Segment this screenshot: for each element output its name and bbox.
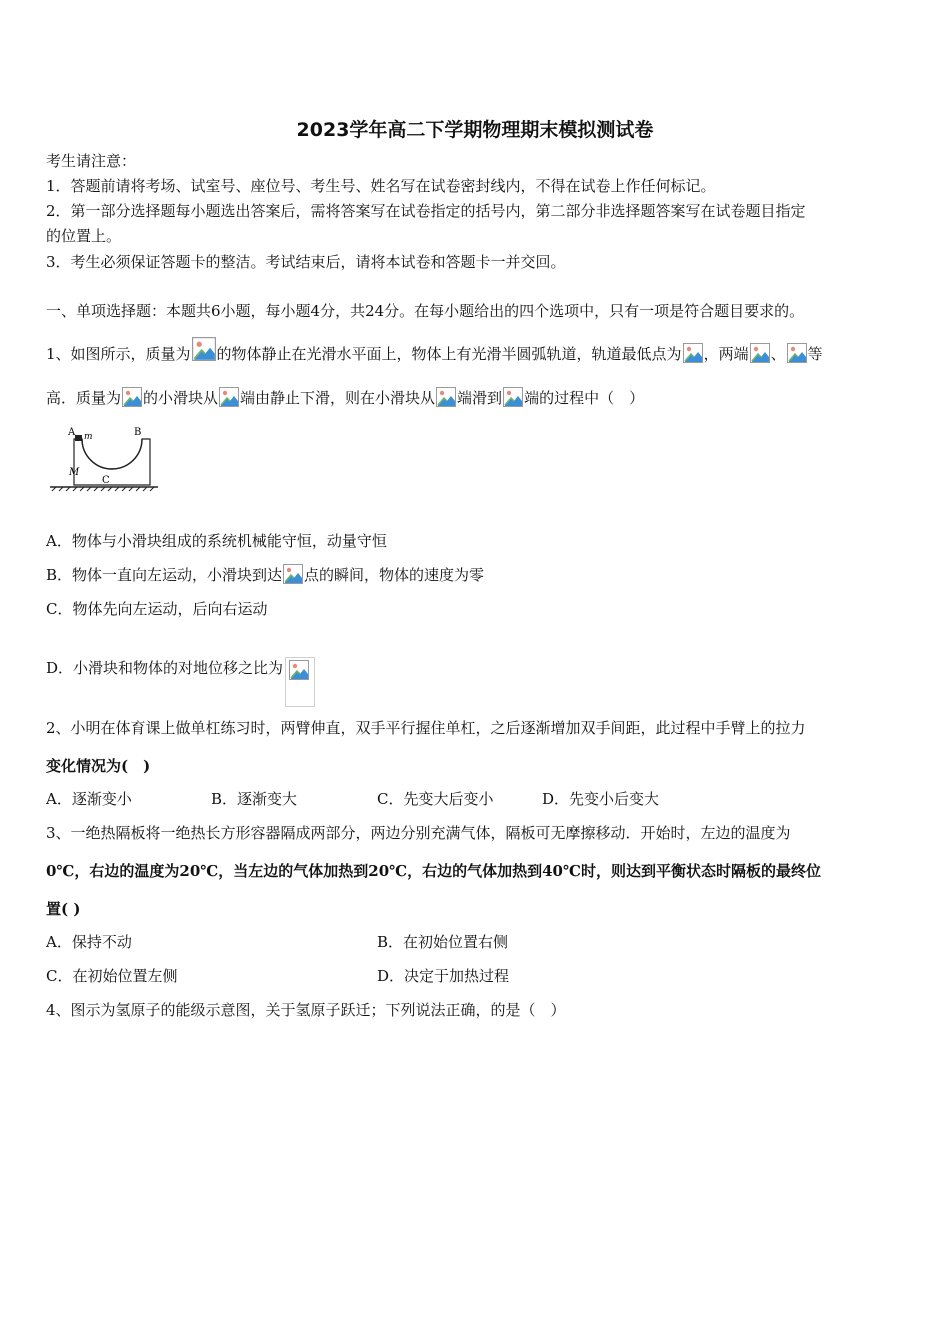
q1-stem-line1 (46, 337, 823, 365)
q2-stem-line1: 2、小明在体育课上做单杠练习时，两臂伸直，双手平行握住单杠，之后逐渐增加双手间距，此过程中手臂上的拉力 (46, 719, 806, 737)
q2-option-b: B．逐渐变大 (211, 790, 298, 808)
figure-label-b: B (134, 427, 142, 438)
broken-image-icon (683, 343, 703, 363)
q1-text-segment: 的小滑块从 (143, 389, 219, 407)
figure-label-c: C (102, 475, 110, 486)
q3-option-d: D．决定于加热过程 (377, 967, 510, 985)
q3-option-a: A．保持不动 (46, 933, 132, 951)
q1-text-segment: 等 (807, 345, 823, 363)
notice-heading: 考生请注意： (46, 152, 137, 170)
section-heading: 一、单项选择题：本题共6小题，每小题4分，共24分。在每小题给出的四个选项中，只有一项是符合题目要求的。 (46, 302, 805, 320)
page-title: 2023学年高二下学期物理期末模拟测试卷 (296, 119, 654, 141)
q1-stem-line2 (46, 387, 644, 409)
q1-text-segment: 高．质量为 (46, 389, 122, 407)
q1-option-d (46, 657, 315, 707)
notice-item-3: 3．考生必须保证答题卡的整洁。考试结束后，请将本试卷和答题卡一并交回。 (46, 253, 566, 271)
broken-image-icon (283, 564, 303, 584)
q1-option-b-text: 点的瞬间，物体的速度为零 (304, 566, 485, 584)
q1-option-c: C．物体先向左运动，后向右运动 (46, 600, 268, 618)
q2-stem-line2: 变化情况为( ) (46, 757, 151, 775)
q1-text-segment: 端由静止下滑，则在小滑块从 (240, 389, 436, 407)
broken-image-icon (436, 387, 456, 407)
q1-text-segment: 1、如图所示，质量为 (46, 345, 191, 363)
figure-label-a: A (68, 427, 76, 438)
broken-image-icon (750, 343, 770, 363)
q1-text-segment: 端滑到 (457, 389, 503, 407)
notice-item-2: 2．第一部分选择题每小题选出答案后，需将答案写在试卷指定的括号内，第二部分非选择题答案写在试卷题目指定 (46, 202, 806, 220)
q1-text-segment: 、 (770, 345, 786, 363)
q3-option-c: C．在初始位置左侧 (46, 967, 178, 985)
broken-image-icon (219, 387, 239, 407)
q1-text-segment: 的物体静止在光滑水平面上，物体上有光滑半圆弧轨道，轨道最低点为 (216, 345, 682, 363)
q1-option-d-text: D．小滑块和物体的对地位移之比为 (46, 659, 284, 677)
broken-image-icon (503, 387, 523, 407)
broken-image-icon (285, 657, 315, 707)
broken-image-icon (787, 343, 807, 363)
q2-option-c: C．先变大后变小 (377, 790, 494, 808)
q3-stem-line1: 3、一绝热隔板将一绝热长方形容器隔成两部分，两边分别充满气体，隔板可无摩擦移动．开始时，左边的温度为 (46, 824, 791, 842)
broken-image-icon (192, 337, 216, 361)
figure-label-m: m (84, 432, 93, 442)
figure-label-big-m: M (69, 467, 80, 478)
q3-stem-line3: 置( ) (46, 900, 81, 918)
q3-stem-line2: 0℃，右边的温度为20℃，当左边的气体加热到20℃，右边的气体加热到40℃时，则达到平衡状态时隔板的最终位 (46, 862, 821, 880)
q1-text-segment: 端的过程中（ ） (524, 389, 645, 407)
q1-option-b (46, 564, 484, 586)
semicircle-track-figure (46, 425, 162, 495)
q4-stem-line1: 4、图示为氢原子的能级示意图，关于氢原子跃迁；下列说法正确，的是（ ） (46, 1001, 566, 1019)
q1-option-a: A．物体与小滑块组成的系统机械能守恒，动量守恒 (46, 532, 387, 550)
notice-item-1: 1．答题前请将考场、试室号、座位号、考生号、姓名写在试卷密封线内，不得在试卷上作任何标记。 (46, 177, 716, 195)
q3-option-b: B．在初始位置右侧 (377, 933, 509, 951)
q2-option-d: D．先变小后变大 (542, 790, 660, 808)
q2-option-a: A．逐渐变小 (46, 790, 132, 808)
notice-item-2-cont: 的位置上。 (46, 227, 122, 245)
q1-text-segment: ，两端 (703, 345, 749, 363)
q1-option-b-text: B．物体一直向左运动，小滑块到达 (46, 566, 283, 584)
broken-image-icon (122, 387, 142, 407)
